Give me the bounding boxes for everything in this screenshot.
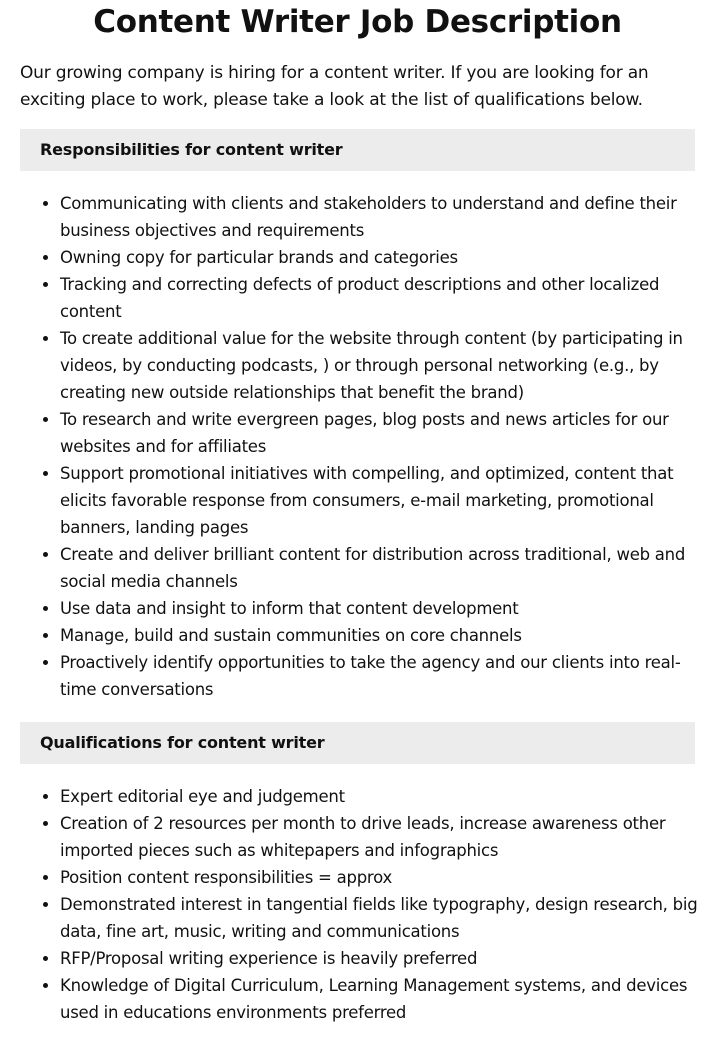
list-item: Owning copy for particular brands and categories: [60, 244, 700, 271]
list-item: To research and write evergreen pages, blog posts and news articles for our websites and for affiliates: [60, 406, 700, 460]
list-item: Demonstrated interest in tangential fields like typography, design research, big data, fine art, music, writing and communications: [60, 891, 700, 945]
list-item: Support promotional initiatives with compelling, and optimized, content that elicits favorable response from consumers, e-mail marketing, promotional banners, landing pages: [60, 460, 700, 541]
list-item: Expert editorial eye and judgement: [60, 783, 700, 810]
intro-paragraph: Our growing company is hiring for a content writer. If you are looking for an exciting place to work, please take a look at the list of qualifications below.: [20, 63, 649, 110]
list-item: Knowledge of Digital Curriculum, Learning Management systems, and devices used in educations environments preferred: [60, 972, 700, 1026]
list-item: Tracking and correcting defects of product descriptions and other localized content: [60, 271, 700, 325]
list-item: Proactively identify opportunities to take the agency and our clients into real-time conversations: [60, 649, 700, 703]
list-item: Creation of 2 resources per month to drive leads, increase awareness other imported pieces such as whitepapers and infographics: [60, 810, 700, 864]
list-item: Use data and insight to inform that content development: [60, 595, 700, 622]
qualifications-heading: Qualifications for content writer: [20, 722, 695, 764]
list-item: Manage, build and sustain communities on core channels: [60, 622, 700, 649]
list-item: Position content responsibilities = approx: [60, 864, 700, 891]
list-item: To create additional value for the website through content (by participating in videos, by conducting podcasts, ) or through personal networking (e.g., by creating new outside relationships that benefit the brand): [60, 325, 700, 406]
responsibilities-list: [20, 190, 700, 703]
list-item: Communicating with clients and stakeholders to understand and define their business objectives and requirements: [60, 190, 700, 244]
list-item: RFP/Proposal writing experience is heavily preferred: [60, 945, 700, 972]
responsibilities-heading: Responsibilities for content writer: [20, 129, 695, 171]
list-item: Create and deliver brilliant content for distribution across traditional, web and social media channels: [60, 541, 700, 595]
qualifications-list: [20, 783, 700, 1026]
page-title: Content Writer Job Description: [93, 4, 622, 40]
